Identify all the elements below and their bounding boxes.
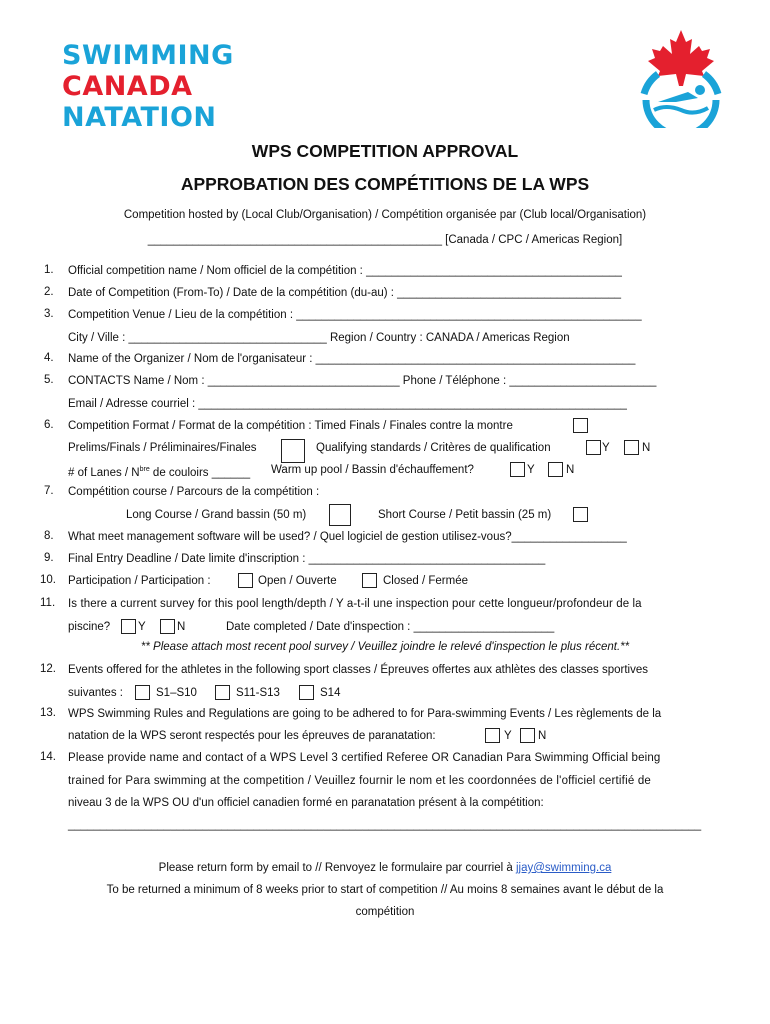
yes-label: Y bbox=[504, 730, 512, 742]
logo-line-2: CANADA bbox=[62, 71, 193, 102]
events-offered-label: Events offered for the athletes in the following sport classes / Épreuves offertes aux athlètes des classes sportives bbox=[68, 664, 648, 676]
software-field[interactable]: What meet management software will be used? / Quel logiciel de gestion utilisez-vous?__________________ bbox=[68, 531, 627, 543]
long-course-checkbox[interactable] bbox=[329, 504, 351, 526]
survey-no-checkbox[interactable] bbox=[160, 619, 175, 634]
yes-label: Y bbox=[138, 621, 146, 633]
rules-statement-cont: natation de la WPS seront respectés pour les épreuves de paranatation: bbox=[68, 730, 436, 742]
rules-no-checkbox[interactable] bbox=[520, 728, 535, 743]
s11-s13-checkbox[interactable] bbox=[215, 685, 230, 700]
lanes-field[interactable] bbox=[68, 463, 250, 480]
logo-line-3: NATATION bbox=[62, 102, 217, 133]
item-number: 8. bbox=[44, 530, 54, 542]
item-number: 5. bbox=[44, 374, 54, 386]
item-number: 11. bbox=[40, 597, 56, 609]
competition-date-field[interactable]: Date of Competition (From-To) / Date de la compétition (du-au) : ___________________________________ bbox=[68, 287, 622, 299]
item-number: 4. bbox=[44, 352, 54, 364]
qualifying-yes-checkbox[interactable] bbox=[586, 440, 601, 455]
qualifying-no-checkbox[interactable] bbox=[624, 440, 639, 455]
yes-label: Y bbox=[527, 464, 535, 476]
long-course-label: Long Course / Grand bassin (50 m) bbox=[126, 509, 307, 521]
item-number: 2. bbox=[44, 286, 54, 298]
hosted-by-field[interactable]: ______________________________________________ [Canada / CPC / Americas Region] bbox=[147, 234, 623, 246]
no-label: N bbox=[566, 464, 575, 476]
closed-checkbox[interactable] bbox=[362, 573, 377, 588]
s1-s10-label: S1–S10 bbox=[156, 687, 197, 699]
item-number: 14. bbox=[40, 751, 56, 763]
piscine-label: piscine? bbox=[68, 621, 111, 633]
contacts-field[interactable]: CONTACTS Name / Nom : ______________________________ Phone / Téléphone : _______________________ bbox=[68, 375, 657, 387]
return-instructions bbox=[0, 862, 770, 874]
format-label: Competition Format / Format de la compétition : Timed Finals / Finales contre la montre bbox=[68, 420, 513, 432]
item-number: 12. bbox=[40, 663, 56, 675]
qualifying-standards-label: Qualifying standards / Critères de qualification bbox=[316, 442, 551, 454]
item-number: 7. bbox=[44, 485, 54, 497]
title-french: APPROBATION DES COMPÉTITIONS DE LA WPS bbox=[180, 174, 590, 194]
return-text: Please return form by email to // Renvoyez le formulaire par courriel à bbox=[158, 862, 513, 874]
swimming-canada-logo bbox=[62, 40, 234, 133]
deadline-note-cont: compétition bbox=[355, 906, 415, 918]
warmup-no-checkbox[interactable] bbox=[548, 462, 563, 477]
no-label: N bbox=[642, 442, 651, 454]
attach-survey-note: ** Please attach most recent pool survey / Veuillez joindre le relevé d'inspection le plus récent.** bbox=[140, 641, 630, 653]
organizer-field[interactable]: Name of the Organizer / Nom de l'organisateur : __________________________________________________ bbox=[68, 353, 636, 365]
no-label: N bbox=[177, 621, 186, 633]
lanes-label: # of Lanes / N bbox=[68, 466, 140, 479]
suivantes-label: suivantes : bbox=[68, 687, 123, 699]
survey-yes-checkbox[interactable] bbox=[121, 619, 136, 634]
course-label: Compétition course / Parcours de la compétition : bbox=[68, 486, 320, 498]
warmup-pool-label: Warm up pool / Bassin d'échauffement? bbox=[271, 464, 474, 476]
referee-request: Please provide name and contact of a WPS Level 3 certified Referee OR Canadian Para Swimming Official being bbox=[68, 752, 661, 764]
prelims-finals-checkbox[interactable] bbox=[281, 439, 305, 463]
rules-statement: WPS Swimming Rules and Regulations are going to be adhered to for Para-swimming Events / Les règlements de la bbox=[68, 708, 662, 720]
city-region-field[interactable]: City / Ville : _______________________________ Region / Country : CANADA / Americas Region bbox=[68, 332, 570, 344]
email-link[interactable]: jjay@swimming.ca bbox=[515, 862, 612, 874]
closed-label: Closed / Fermée bbox=[383, 575, 469, 587]
item-number: 3. bbox=[44, 308, 54, 320]
email-field[interactable]: Email / Adresse courriel : ___________________________________________________________________ bbox=[68, 398, 627, 410]
date-completed-field[interactable]: Date completed / Date d'inspection : ______________________ bbox=[226, 621, 555, 633]
participation-label: Participation / Participation : bbox=[68, 575, 211, 587]
item-number: 9. bbox=[44, 552, 54, 564]
lanes-sup: bre bbox=[139, 466, 150, 473]
entry-deadline-field[interactable]: Final Entry Deadline / Date limite d'inscription : _____________________________________ bbox=[68, 553, 546, 565]
rules-yes-checkbox[interactable] bbox=[485, 728, 500, 743]
referee-field[interactable]: ___________________________________________________________________________________________________ bbox=[68, 819, 702, 831]
no-label: N bbox=[538, 730, 547, 742]
survey-question: Is there a current survey for this pool length/depth / Y a-t-il une inspection pour cette longueur/profondeur de la bbox=[68, 598, 642, 610]
referee-request-fr: trained for Para swimming at the competition / Veuillez fournir le nom et les coordonnées de l'officiel certifié de bbox=[68, 775, 652, 787]
open-label: Open / Ouverte bbox=[258, 575, 337, 587]
logo-line-1: SWIMMING bbox=[62, 40, 234, 71]
s14-checkbox[interactable] bbox=[299, 685, 314, 700]
s11-s13-label: S11-S13 bbox=[236, 687, 280, 699]
lanes-blank: de couloirs ______ bbox=[149, 466, 251, 479]
hosted-by-label: Competition hosted by (Local Club/Organisation) / Compétition organisée par (Club local/Organisation) bbox=[123, 209, 647, 221]
deadline-note: To be returned a minimum of 8 weeks prior to start of competition // Au moins 8 semaines avant le début de la bbox=[106, 884, 664, 896]
item-number: 10. bbox=[40, 574, 56, 586]
warmup-yes-checkbox[interactable] bbox=[510, 462, 525, 477]
prelims-finals-label: Prelims/Finals / Préliminaires/Finales bbox=[68, 442, 257, 454]
short-course-checkbox[interactable] bbox=[573, 507, 588, 522]
s1-s10-checkbox[interactable] bbox=[135, 685, 150, 700]
maple-leaf-swimmer-icon bbox=[636, 28, 726, 128]
yes-label: Y bbox=[602, 442, 610, 454]
s14-label: S14 bbox=[320, 687, 341, 699]
venue-field[interactable]: Competition Venue / Lieu de la compétition : ______________________________________________________ bbox=[68, 309, 642, 321]
timed-finals-checkbox[interactable] bbox=[573, 418, 588, 433]
competition-name-field[interactable]: Official competition name / Nom officiel de la compétition : ________________________________________ bbox=[68, 265, 622, 277]
item-number: 6. bbox=[44, 419, 54, 431]
item-number: 1. bbox=[44, 264, 54, 276]
open-checkbox[interactable] bbox=[238, 573, 253, 588]
item-number: 13. bbox=[40, 707, 56, 719]
short-course-label: Short Course / Petit bassin (25 m) bbox=[378, 509, 552, 521]
title-english: WPS COMPETITION APPROVAL bbox=[251, 141, 519, 161]
referee-request-fr-cont: niveau 3 de la WPS OU d'un officiel canadien formé en paranatation présent à la compétition: bbox=[68, 797, 544, 809]
